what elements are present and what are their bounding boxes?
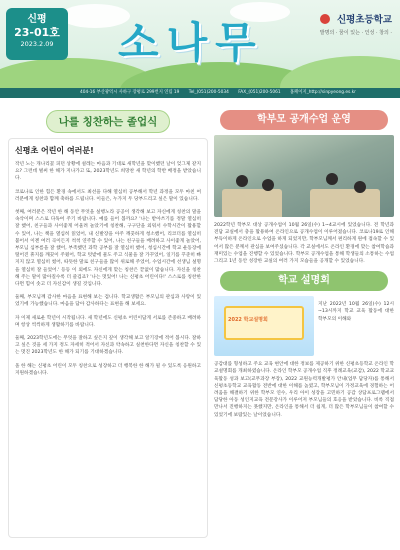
letter-paragraph: 작년 노는 개나리꽃 피던 상황에 설레는 마음과 기대로 새학년을 맞이했던 날이 엊그제 같지요? 그런데 벌써 한 해가 지나가고 또, 2023학년도 희망찬 새 학년의 학반 배정을 받았습니다. (15, 162, 201, 182)
school-block (284, 8, 392, 37)
newsletter-title: 소나무 (118, 18, 264, 67)
student-figure (262, 179, 274, 191)
issue-label: 신평 (27, 14, 47, 25)
issue-number: 23-01호 (14, 26, 60, 39)
letter-paragraph: 둘째, 부모님께 감사한 마음을 표현해 보는 겁니다. 학교생활은 부모님의 관심과 사랑이 있었기에 가능했습니다. 마음을 담아 감사하다는 표현을 해 보세요. (15, 295, 201, 308)
letter-body (8, 138, 208, 538)
briefing-photo (214, 296, 314, 356)
desk-shape (222, 189, 282, 217)
briefing-title: 학교 설명회 (220, 271, 388, 291)
school-logo-icon (320, 14, 330, 24)
desk-shape (310, 189, 380, 217)
letter-paragraph: 첫째, 여러분은 작년 한 해 동안 무엇을 실행노라 공공이 생각해 보고 자신에게 칭찬의 말을 속삭이며 스스로 다독여 주기 바랍니다. 예를 들어 봅까요? '나는 받아쓰기를 정말 열심히 잘 했어, 친구들과 사이좋게 어울려 놀았기에 칭찬해, 구구단을 외워서 수학시간이 활용할 수 있어, 나는 책을 열심히 읽었어, 내 신발장을 아주 깨끗하게 청소했어, 리코더를 열심히 불어서 이젠 여러 곡이든지 척척 연주할 수 있어, 나는 친구들을 배려하고 사이좋게 놀았어, 부모님 심부름을 잘 했어, 부족했던 과학 공부를 잘 열심히 했어, 청심시간에 학교 운동장에 떨어진 휴지를 깨끗이 주웠어, 학교 텃밭에 물도 주고 식물을 잘 가꾸었어, 일기를 꾸준히 빠지지 않고 열심히 썼어, 따뜻한 말로 친구들을 많이 위로해 주었어, 수업시간에 선생님 설명을 열심히 잘 들었어.' 등등 이 외에도 자신에게 맞는 칭찬은 끝없이 많습니다. 자신을 칭찬해 주는 말이 많아질수록 더 즐겁죠? '나는 멋있어! 나는 신평초 어린이다!' 스스로를 칭찬한다면 힘이 솟고 더 자신감이 생길 것입니다. (15, 210, 201, 288)
student-figure (236, 175, 248, 187)
open-class-title: 학부모 공개수업 운영 (220, 110, 388, 130)
contact-bar (0, 88, 400, 98)
letter-greeting: 신평초 어린이 여러분! (15, 146, 94, 155)
homepage-link[interactable]: 홈페이지_http://sinpyeong.es.kr (289, 90, 356, 95)
briefing-banner (224, 306, 304, 340)
letter-paragraph: 둘째, 2023학년도에는 무엇을 잘하고 싶은지 깊이 생각해 보고 알기장에 적어 봅시다. 잘하고 싶은 것을 세 가지 정도 자세히 적어서 자신과 약속하고 실천한다면 자신을 칭찬할 수 있는 멋진 2023학년도 한 해가 되기를 기대하겠습니다. (15, 336, 201, 356)
letter-section (8, 104, 208, 544)
school-name: 신평초등학교 (336, 14, 392, 26)
letter-paragraph: 자 이제 새로운 학년이 시작됩니다. 새 학년에도 신평초 어린이답게 서로를 존중하고 배려하며 항상 씩씩하게 생활하기를 바랍니다. (15, 315, 201, 328)
briefing-side-text: 지난 2022년 10월 26일(수) 12시~13시까지 학교 교육 활동에 대한 학부모의 이해와 (318, 302, 394, 322)
letter-paragraph: 코로나로 인한 힘든 환경 속에서도 최선을 다해 열심히 공부해서 학년 과정을 모두 마친 여러분에게 칭찬과 함께 축하를 드립니다. 이들은, 누가지 두 당부드리고 싶은 말이 있습니다. (15, 189, 201, 202)
address-text: 404-16 부산광역시 사하구 장평로 299번지 연립 19 (80, 90, 180, 95)
school-motto: 발명의 · 꿈이 있는 · 인성 · 창의 · (319, 30, 392, 36)
briefing-text: 공감대를 형성하고 주요 교육 현안에 대한 정보를 제공하기 위한 신평초등학교 온라인 학교설명회를 개최하였습니다. 온라인 학부모 공개수업 직후 정례교육(교감), 2022 학교교육활동 성과 보고(교무과장 부장), 2022 교원능력개발평가 안내(업무 담당자)를 통해서 신평초등학교 교육활동 전반에 대한 이해를 높였고, 학부모님이 가정교육에 경험하는 어려움을 해결하기 위한 학부모 연수, 우리 아이 성장을 고민하기 공감 상담프로그램에서 담당한 아동 성인지교육 전문강사가 이루어져 부모님들의 호응을 받았습니다. 비록 직접 만나서 진행하지는 못했지만, 온라인을 통해서 더 쉽게, 더 많은 학부모님들이 참여할 수 있었기에 보람있는 날이었습니다. (214, 362, 394, 418)
open-class-text: 2022학년 학부모 대상 공개수업이 10월 26일(수) 1~4교시에 있었습니다. 전 학년과 전담 교실에서 충을 활용하여 온라인으로 공개수업이 이루어졌습니다. 코로나19로 인해 부득이하게 온라인으로 수업을 하게 되었지만, 학부모님께서 편리하게 원에 접속할 수 있어서 많은 분께서 관심을 보여주셨습니다. 각 교실에서도 온라인 환경에 맞는 참여학습과 재미있는 수업을 진행할 수 있었습니다. 학부모 공개수업을 통해 학생들의 소통하는 수업 그리고 1년 동안 성장한 교실의 여러 가지 모습들을 공개할 수 있었습니다. (214, 223, 394, 265)
open-class-photo (214, 135, 394, 217)
right-column (214, 104, 394, 419)
letter-paragraph: 올 한 해는 신평초 어린이 모두 칭찬으로 성장하고 더 행복한 한 해가 될 수 있도록 응원하고 지원하겠습니다. (15, 363, 201, 376)
briefing-banner-text: 2022 학교설명회 (228, 317, 268, 324)
fax-text: FAX_(051)200-5061 (238, 90, 281, 95)
student-figure (326, 173, 338, 185)
letter-title: 나를 칭찬하는 졸업식 (46, 110, 171, 133)
issue-date: 2023.2.09 (20, 40, 54, 48)
hill-decoration (280, 56, 400, 88)
briefing-media (214, 296, 394, 356)
tel-text: Tel_(051)200-5034 (188, 90, 229, 95)
student-figure (354, 181, 366, 193)
issue-badge (6, 8, 68, 60)
newsletter-header (0, 0, 400, 88)
